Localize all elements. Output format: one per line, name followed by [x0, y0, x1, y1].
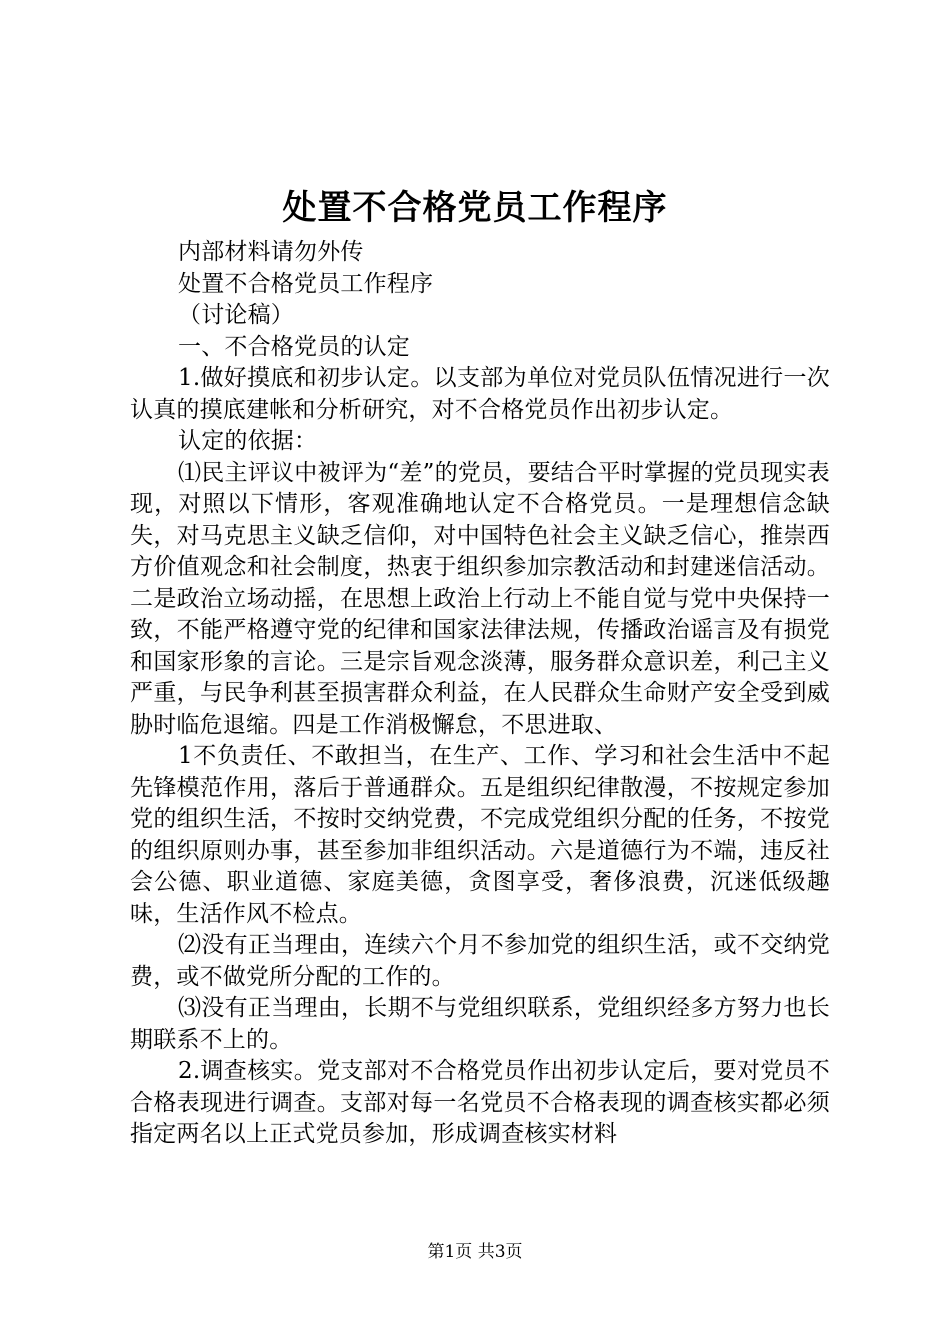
paragraph-basis-2: ⑵没有正当理由，连续六个月不参加党的组织生活，或不交纳党费，或不做党所分配的工作的。 — [130, 932, 830, 990]
paragraph-subtitle: 处置不合格党员工作程序 — [178, 270, 434, 297]
paragraph-item-1: 1.做好摸底和初步认定。以支部为单位对党员队伍情况进行一次认真的摸底建帐和分析研究，对不合格党员作出初步认定。 — [130, 365, 830, 423]
paragraph-basis-label: 认定的依据： — [178, 428, 318, 454]
paragraph-basis-1: ⑴民主评议中被评为“差”的党员，要结合平时掌握的党员现实表现，对照以下情形，客观准确地认定不合格党员。一是理想信念缺失，对马克思主义缺乏信仰，对中国特色社会主义缺乏信心，推崇西方价值观念和社会制度，热衷于组织参加宗教活动和封建迷信活动。二是政治立场动摇，在思想上政治上行动上不能自觉与党中央保持一致，不能严格遵守党的纪律和国家法律法规，传播政治谣言及有损党和国家形象的言论。三是宗旨观念淡薄，服务群众意识差，利己主义严重，与民争利甚至损害群众利益，在人民群众生命财产安全受到威胁时临危退缩。四是工作消极懈怠，不思进取、 — [130, 459, 830, 738]
document-body — [130, 237, 830, 1151]
paragraph-basis-3: ⑶没有正当理由，长期不与党组织联系，党组织经多方努力也长期联系不上的。 — [130, 995, 830, 1053]
paragraph-draft-note: （讨论稿） — [178, 302, 294, 328]
paragraph-basis-1-continued: 1不负责任、不敢担当，在生产、工作、学习和社会生活中不起先锋模范作用，落后于普通群众。五是组织纪律散漫，不按规定参加党的组织生活，不按时交纳党费，不完成党组织分配的任务，不按党的组织原则办事，甚至参加非组织活动。六是道德行为不端，违反社会公德、职业道德、家庭美德，贪图享受，奢侈浪费，沉迷低级趣味，生活作风不检点。 — [130, 743, 830, 927]
document-title: 处置不合格党员工作程序 — [282, 188, 668, 228]
paragraph-notice: 内部材料请勿外传 — [178, 239, 364, 265]
paragraph-item-2: 2.调查核实。党支部对不合格党员作出初步认定后，要对党员不合格表现进行调查。支部对每一名党员不合格表现的调查核实都必须指定两名以上正式党员参加，形成调查核实材料 — [130, 1058, 830, 1147]
section-heading: 一、不合格党员的认定 — [178, 333, 410, 360]
page-number-footer: 第1页 共3页 — [427, 1242, 523, 1262]
